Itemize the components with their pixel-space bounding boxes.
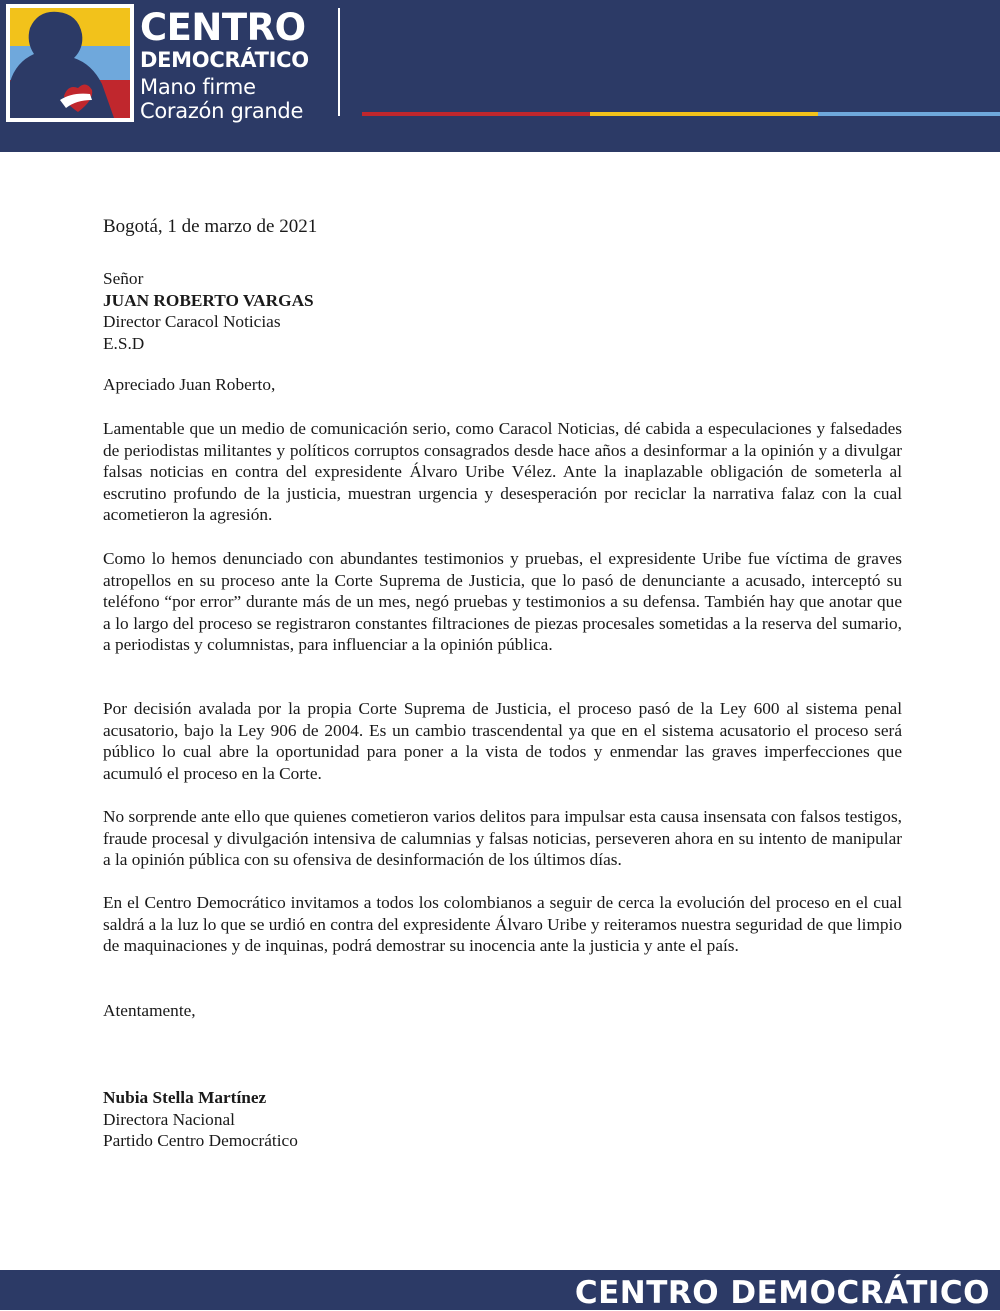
recipient-esd: E.S.D: [103, 333, 145, 353]
body-paragraph-4: No sorprende ante ello que quienes cometieron varios delitos para impulsar esta causa insensata con falsos testigos, fraude procesal y divulgación intensiva de calumnias y falsas noticias, perseveren ahora en su intento de manipular a la opinión pública con su ofensiva de desinformación de los últimos días.: [103, 807, 902, 870]
closing: Atentamente,: [103, 1001, 196, 1020]
brand-block: [140, 8, 309, 123]
header-divider: [338, 8, 340, 116]
recipient-block: [103, 268, 902, 354]
footer-brand: CENTRO DEMOCRÁTICO: [574, 1275, 990, 1311]
body-paragraph-1: Lamentable que un medio de comunicación serio, como Caracol Noticias, dé cabida a especulaciones y falsedades de periodistas militantes y políticos corruptos consagrados desde hace años a desinformar a la opinión y a divulgar falsas noticias en contra del expresidente Álvaro Uribe Vélez. Ante la inaplazable obligación de someterla al escrutino profundo de la justicia, muestran urgencia y desesperación por reciclar la narrativa falaz con la cual acometieron la agresión.: [103, 419, 902, 525]
blue-stripe: [818, 112, 1000, 116]
red-stripe: [362, 112, 590, 116]
body-paragraph-3: Por decisión avalada por la propia Corte Suprema de Justicia, el proceso pasó de la Ley 600 al sistema penal acusatorio, bajo la Ley 906 de 2004. Es un cambio trascendental ya que en el sistema acusatorio el proceso será público lo cual abre la oportunidad para poner a la vista de todos y enmendar las graves imperfecciones que acumuló el proceso en la Corte.: [103, 699, 902, 783]
body-paragraph-5: En el Centro Democrático invitamos a todos los colombianos a seguir de cerca la evolución del proceso en el cual saldrá a la luz lo que se urdió en contra del expresidente Álvaro Uribe y reiteramos nuestra seguridad de que limpio de maquinaciones y de inquinas, podrá demostrar su inocencia ante la justicia y ante el país.: [103, 893, 902, 956]
brand-name-line1: CENTRO: [140, 6, 306, 49]
slogan-line1: Mano firme: [140, 75, 256, 99]
salutation: Apreciado Juan Roberto,: [103, 375, 276, 394]
recipient-name: JUAN ROBERTO VARGAS: [103, 290, 314, 310]
signature-block: [103, 1087, 902, 1152]
body-paragraph-2: Como lo hemos denunciado con abundantes testimonios y pruebas, el expresidente Uribe fue víctima de graves atropellos en su proceso ante la Corte Suprema de Justicia, que lo pasó de denunciante a acusado, interceptó su teléfono “por error” durante más de un mes, negó pruebas y testimonios a su defensa. También hay que anotar que a lo largo del proceso se registraron constantes filtraciones de piezas procesales sometidas a la reserva del sumario, a periodistas y columnistas, para influenciar a la opinión pública.: [103, 549, 902, 655]
letterhead-footer: [0, 1270, 1000, 1310]
recipient-position: Director Caracol Noticias: [103, 312, 281, 332]
brand-name-line2: DEMOCRÁTICO: [140, 48, 309, 72]
signatory-party: Partido Centro Democrático: [103, 1131, 298, 1151]
party-logo-icon: [6, 4, 134, 122]
letter-date: Bogotá, 1 de marzo de 2021: [103, 216, 318, 237]
signatory-position: Directora Nacional: [103, 1109, 235, 1129]
recipient-title: Señor: [103, 269, 144, 288]
letterhead-header: [0, 0, 1000, 152]
slogan-line2: Corazón grande: [140, 99, 304, 123]
yellow-stripe: [590, 112, 818, 116]
signatory-name: Nubia Stella Martínez: [103, 1088, 267, 1107]
